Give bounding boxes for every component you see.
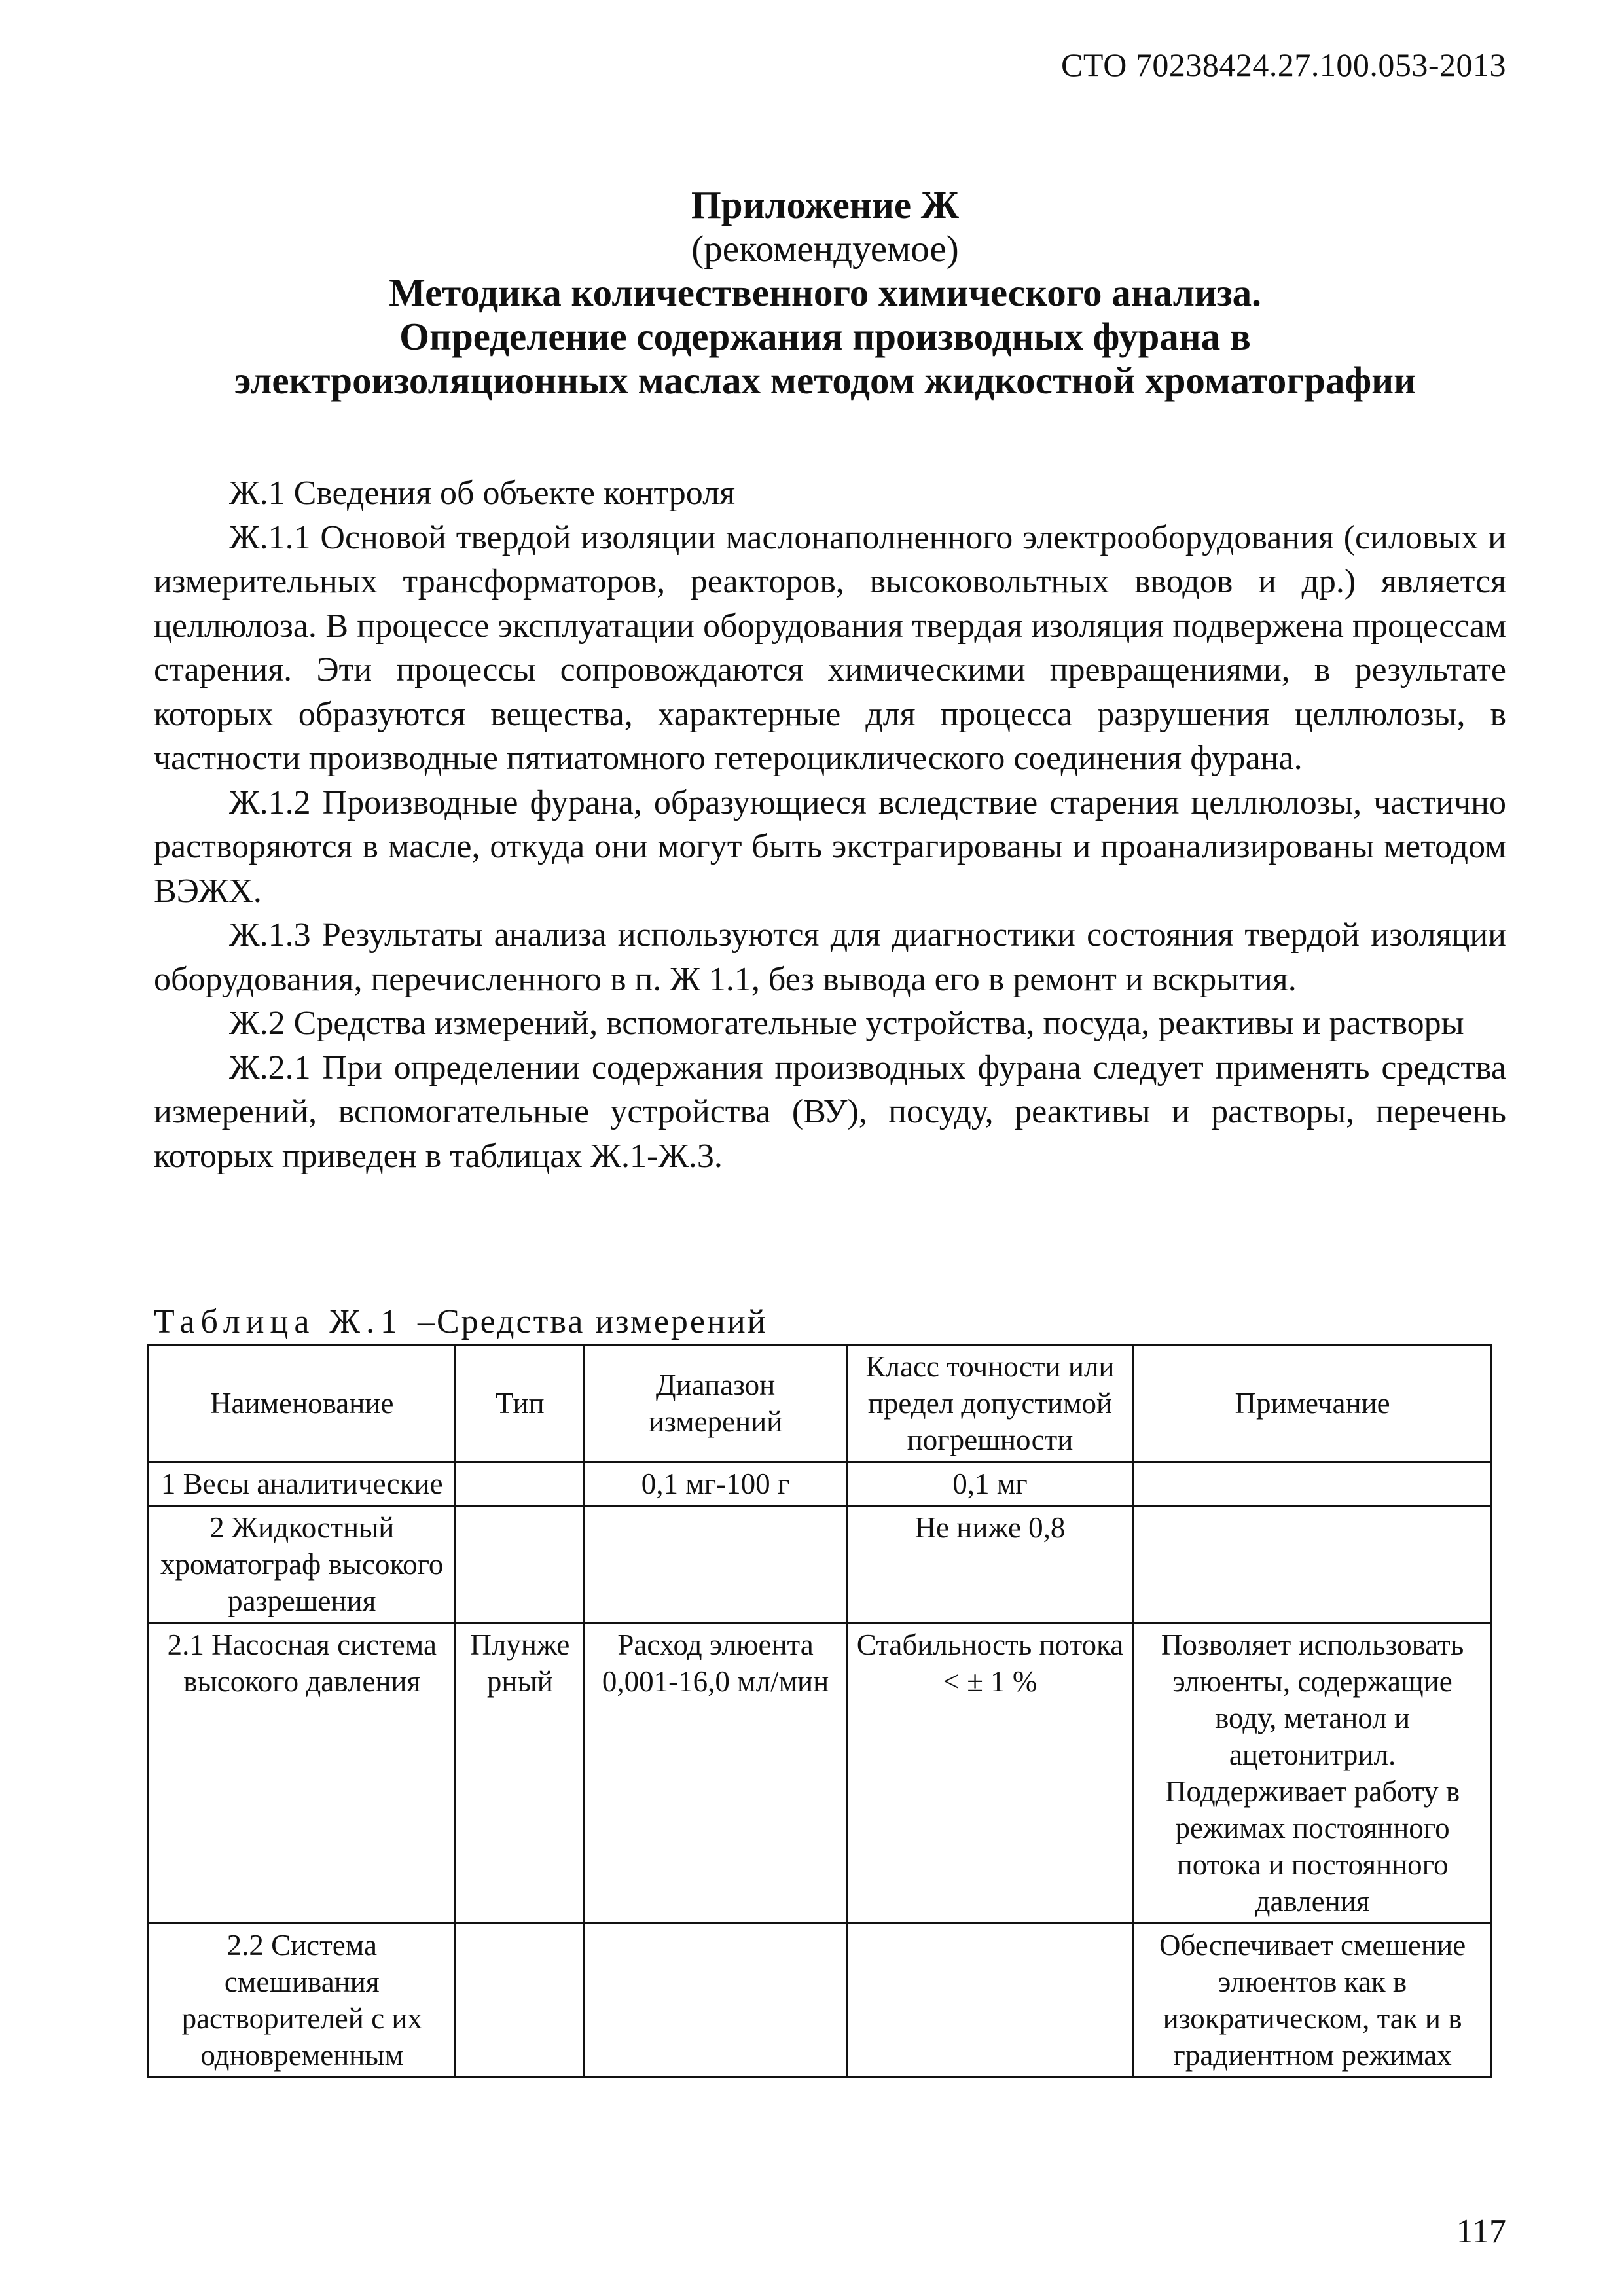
method-title-line-1: Методика количественного химического анализа. xyxy=(389,271,1261,314)
table-cell xyxy=(456,1924,585,2077)
table-cell: 2 Жидкостный хроматограф высокого разрешения xyxy=(149,1506,456,1623)
header-type: Тип xyxy=(456,1345,585,1462)
table-caption xyxy=(154,1302,767,1342)
table-cell: Плунже рный xyxy=(456,1623,585,1924)
table-cell: Стабильность потока < ± 1 % xyxy=(846,1623,1133,1924)
paragraph-zh2-1: Ж.2.1 При определении содержания производных фурана следует применять средства измерений, вспомогательные устройства (ВУ), посуду, реактивы и растворы, перечень которых приведен в таблицах Ж.1-Ж.3. xyxy=(154,1049,1506,1175)
table-cell: 2.2 Система смешивания растворителей с их одновременным xyxy=(149,1924,456,2077)
appendix-title: Приложение Ж xyxy=(691,183,960,226)
table-cell: 2.1 Насосная система высокого давления xyxy=(149,1623,456,1924)
table-cell: Не ниже 0,8 xyxy=(846,1506,1133,1623)
appendix-status: (рекомендуемое) xyxy=(691,228,959,270)
header-name: Наименование xyxy=(149,1345,456,1462)
page-number: 117 xyxy=(1456,2213,1506,2250)
table-caption-text: –Средства измерений xyxy=(418,1303,768,1340)
table-caption-label: Таблица Ж.1 xyxy=(154,1303,403,1340)
table-cell: 0,1 мг xyxy=(846,1462,1133,1506)
table-cell xyxy=(846,1924,1133,2077)
section-heading-zh2: Ж.2 Средства измерений, вспомогательные устройства, посуда, реактивы и растворы xyxy=(229,1005,1464,1042)
table-cell: 1 Весы аналитические xyxy=(149,1462,456,1506)
table-cell xyxy=(585,1924,847,2077)
table-header-row xyxy=(149,1345,1492,1462)
method-title-line-3: электроизоляционных маслах методом жидкостной хроматографии xyxy=(234,359,1416,402)
paragraph-zh1-3: Ж.1.3 Результаты анализа используются для диагностики состояния твердой изоляции оборудования, перечисленного в п. Ж 1.1, без вывода его в ремонт и вскрытия. xyxy=(154,916,1506,998)
header-range: Диапазон измерений xyxy=(585,1345,847,1462)
paragraph-zh1-1: Ж.1.1 Основой твердой изоляции маслонаполненного электрооборудования (силовых и измерительных трансформаторов, реакторов, высоковольтных вводов и др.) является целлюлоза. В процессе эксплуатации оборудования твердая изоляция подвержена процессам старения. Эти процессы сопровождаются химическими превращениями, в результате которых образуются вещества, характерные для процесса разрушения целлюлозы, в частности производные пятиатомного гетероциклического соединения фурана. xyxy=(154,518,1506,777)
table-row xyxy=(149,1462,1492,1506)
table-cell: Расход элюента 0,001-16,0 мл/мин xyxy=(585,1623,847,1924)
table-cell: 0,1 мг-100 г xyxy=(585,1462,847,1506)
document-code: СТО 70238424.27.100.053-2013 xyxy=(1061,46,1506,83)
paragraph-zh1-2: Ж.1.2 Производные фурана, образующиеся вследствие старения целлюлозы, частично растворяются в масле, откуда они могут быть экстрагированы и проанализированы методом ВЭЖХ. xyxy=(154,783,1506,910)
body-text xyxy=(154,471,1506,1178)
table-row xyxy=(149,1506,1492,1623)
table-row xyxy=(149,1924,1492,2077)
method-title-line-2: Определение содержания производных фурана в xyxy=(399,315,1251,358)
table-cell xyxy=(1134,1462,1492,1506)
table-cell: Позволяет использовать элюенты, содержащие воду, метанол и ацетонитрил. Поддерживает работу в режимах постоянного потока и постоянного давления xyxy=(1134,1623,1492,1924)
table-cell xyxy=(1134,1506,1492,1623)
section-heading-zh1: Ж.1 Сведения об объекте контроля xyxy=(229,475,735,512)
table-cell xyxy=(585,1506,847,1623)
appendix-heading xyxy=(144,183,1506,403)
measurement-instruments-table xyxy=(147,1344,1492,2078)
table-row xyxy=(149,1623,1492,1924)
header-accuracy: Класс точности или предел допустимой погрешности xyxy=(846,1345,1133,1462)
header-note: Примечание xyxy=(1134,1345,1492,1462)
table-cell: Обеспечивает смешение элюентов как в изократическом, так и в градиентном режимах xyxy=(1134,1924,1492,2077)
table-cell xyxy=(456,1462,585,1506)
table-cell xyxy=(456,1506,585,1623)
